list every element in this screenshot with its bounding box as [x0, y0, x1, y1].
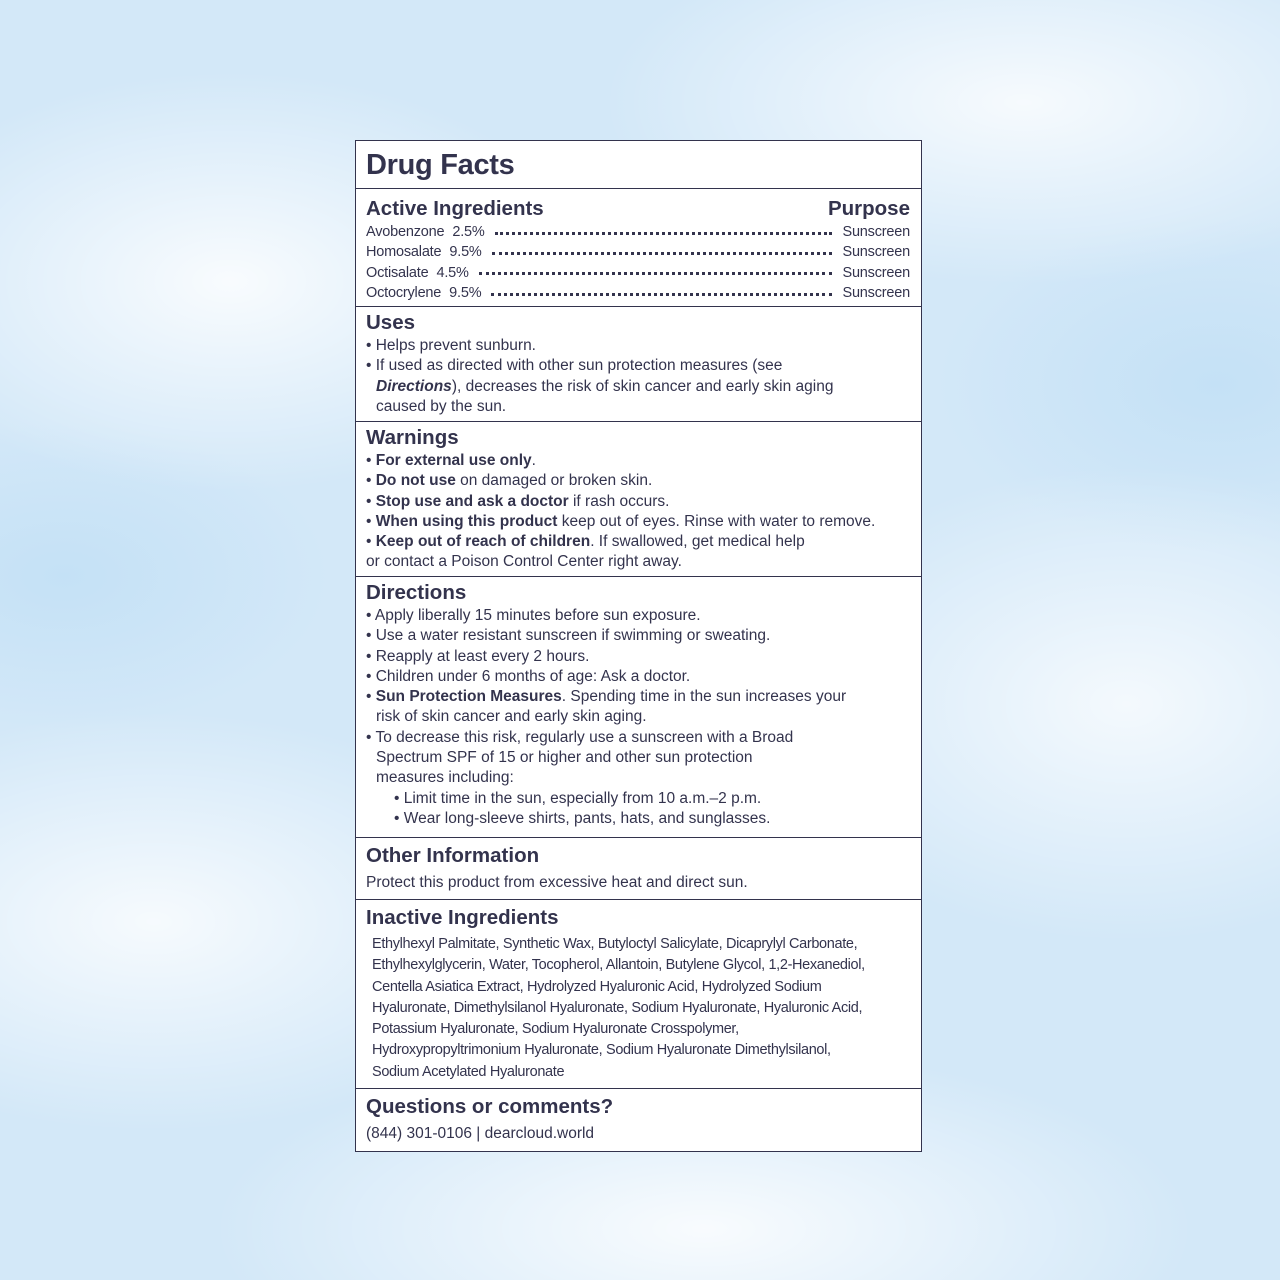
warning-item: • Keep out of reach of children. If swallowed, get medical help	[366, 533, 805, 551]
warning-text: .	[531, 452, 536, 469]
warning-text: if rash occurs.	[568, 492, 670, 510]
ingredient-name: Octocrylene	[366, 284, 442, 301]
uses-text: ), decreases the risk of skin cancer and early skin aging	[451, 377, 834, 395]
inactive-ingredients-line: Centella Asiatica Extract, Hydrolyzed Hyaluronic Acid, Hydrolyzed Sodium	[372, 978, 822, 995]
inactive-ingredients-heading: Inactive Ingredients	[366, 906, 559, 929]
uses-bullet: • Helps prevent sunburn.	[366, 337, 536, 354]
direction-emphasis: Sun Protection Measures	[375, 688, 562, 706]
direction-item: • To decrease this risk, regularly use a sunscreen with a Broad	[366, 728, 794, 746]
ingredient-row	[366, 263, 910, 283]
uses-bullet: • If used as directed with other sun protection measures (see	[366, 357, 783, 375]
contact-info: (844) 301-0106 | dearcloud.world	[366, 1125, 595, 1142]
ingredient-row	[366, 222, 910, 242]
dot-leader	[491, 293, 832, 296]
uses-bullet-continued	[366, 377, 910, 397]
ingredient-percent: 9.5%	[449, 284, 482, 301]
ingredient-percent: 2.5%	[452, 224, 485, 240]
warning-emphasis: When using this product	[375, 512, 558, 530]
ingredient-name: Homosalate	[366, 244, 442, 261]
inactive-ingredients-line: Ethylhexylglycerin, Water, Tocopherol, Allantoin, Butylene Glycol, 1,2-Hexanediol,	[372, 957, 865, 974]
active-ingredients-header	[366, 189, 910, 222]
active-ingredients-section	[356, 189, 921, 307]
ingredient-name: Octisalate	[366, 264, 429, 281]
inactive-ingredients-line: Hyaluronate, Dimethylsilanol Hyaluronate, Sodium Hyaluronate, Hyaluronic Acid,	[372, 999, 863, 1016]
directions-heading: Directions	[366, 581, 467, 604]
direction-item: • Reapply at least every 2 hours.	[366, 647, 590, 665]
direction-item: • Sun Protection Measures. Spending time in the sun increases your	[366, 688, 847, 706]
direction-item: • Apply liberally 15 minutes before sun exposure.	[366, 607, 701, 624]
warnings-section	[356, 422, 921, 577]
warning-text: on damaged or broken skin.	[455, 472, 653, 490]
warning-emphasis: Do not use	[375, 472, 456, 490]
directions-reference: Directions	[376, 377, 452, 395]
warning-emphasis: Keep out of reach of children	[375, 533, 591, 551]
questions-heading: Questions or comments?	[366, 1095, 614, 1118]
drug-facts-title: Drug Facts	[366, 149, 515, 181]
direction-subitem: • Wear long-sleeve shirts, pants, hats, and sunglasses.	[394, 809, 771, 827]
other-information-section	[356, 838, 921, 900]
warning-item: • When using this product keep out of eyes. Rinse with water to remove.	[366, 512, 876, 530]
drug-facts-label	[355, 140, 922, 1152]
other-information-text: Protect this product from excessive heat and direct sun.	[366, 874, 748, 891]
ingredient-percent: 4.5%	[436, 264, 469, 281]
direction-item-continued: measures including:	[376, 769, 514, 787]
ingredient-purpose: Sunscreen	[842, 244, 910, 261]
questions-section	[356, 1089, 921, 1151]
warning-item: • Do not use on damaged or broken skin.	[366, 472, 653, 490]
inactive-ingredients-line: Ethylhexyl Palmitate, Synthetic Wax, Butyloctyl Salicylate, Dicaprylyl Carbonate,	[372, 936, 858, 952]
warnings-heading: Warnings	[366, 426, 459, 449]
warning-text: . If swallowed, get medical help	[590, 533, 805, 551]
active-ingredients-heading: Active Ingredients	[366, 197, 544, 220]
dot-leader	[495, 232, 833, 235]
direction-item-continued: risk of skin cancer and early skin aging.	[376, 708, 647, 726]
purpose-heading: Purpose	[827, 197, 910, 220]
direction-item-continued: Spectrum SPF of 15 or higher and other sun protection	[376, 749, 753, 767]
warning-text-continued: or contact a Poison Control Center right away.	[366, 553, 682, 571]
dot-leader	[479, 272, 833, 275]
other-information-heading: Other Information	[366, 844, 540, 867]
warning-item: • For external use only.	[366, 452, 536, 469]
direction-item: • Children under 6 months of age: Ask a doctor.	[366, 667, 691, 685]
inactive-ingredients-line: Sodium Acetylated Hyaluronate	[372, 1063, 565, 1080]
uses-section	[356, 307, 921, 422]
ingredient-percent: 9.5%	[449, 244, 482, 261]
ingredient-row	[366, 283, 910, 303]
warning-text: keep out of eyes. Rinse with water to remove.	[557, 512, 876, 530]
drug-facts-title-section	[356, 141, 921, 189]
inactive-ingredients-list	[366, 931, 910, 1083]
directions-section	[356, 577, 921, 838]
uses-bullet-continued: caused by the sun.	[376, 397, 507, 415]
ingredient-row	[366, 242, 910, 262]
direction-subitem: • Limit time in the sun, especially from 10 a.m.–2 p.m.	[394, 789, 762, 807]
inactive-ingredients-line: Hydroxypropyltrimonium Hyaluronate, Sodium Hyaluronate Dimethylsilanol,	[372, 1042, 831, 1059]
inactive-ingredients-section	[356, 900, 921, 1089]
ingredient-purpose: Sunscreen	[842, 224, 910, 240]
ingredient-name: Avobenzone	[366, 224, 445, 240]
warning-emphasis: For external use only	[375, 452, 532, 469]
ingredient-purpose: Sunscreen	[842, 264, 910, 281]
warning-item: • Stop use and ask a doctor if rash occurs.	[366, 492, 670, 510]
inactive-ingredients-line: Potassium Hyaluronate, Sodium Hyaluronate Crosspolymer,	[372, 1021, 739, 1038]
direction-item: • Use a water resistant sunscreen if swimming or sweating.	[366, 627, 771, 645]
warning-emphasis: Stop use and ask a doctor	[375, 492, 569, 510]
uses-heading: Uses	[366, 311, 416, 334]
ingredient-purpose: Sunscreen	[842, 284, 910, 301]
direction-text: . Spending time in the sun increases your	[561, 688, 847, 706]
dot-leader	[492, 252, 833, 255]
